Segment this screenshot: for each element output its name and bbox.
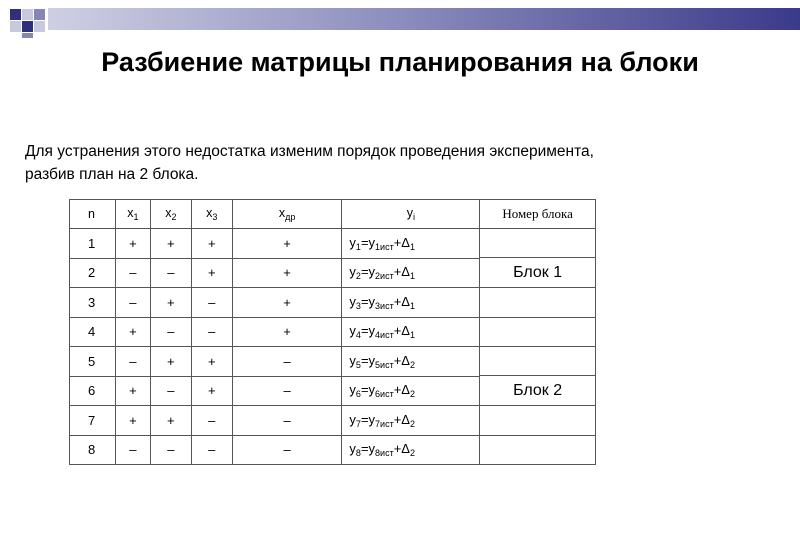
block-label: Блок 1 [480,258,595,288]
decor-square [10,9,21,20]
cell-x1: – [115,347,150,377]
cell-xdr: + [232,288,342,318]
cell-y: $y_5=y_{5ист}+\Delta_2$ [342,347,480,377]
decor-square [22,9,33,20]
cell-x1: + [115,317,150,347]
header-x2: $x_2$ [150,200,191,229]
cell-n: 3 [70,288,116,318]
header-xdr: $x_{др}$ [232,200,342,229]
cell-y: $y_3=y_{3ист}+\Delta_1$ [342,288,480,318]
cell-y: $y_6=y_{6ист}+\Delta_2$ [342,376,480,406]
cell-x2: – [150,376,191,406]
cell-y: $y_4=y_{4ист}+\Delta_1$ [342,317,480,347]
cell-n: 6 [70,376,116,406]
block-label: Блок 2 [480,376,595,406]
block-group [480,347,596,465]
header-x3: $x_3$ [191,200,232,229]
cell-x1: – [115,288,150,318]
cell-xdr: + [232,229,342,259]
cell-x1: – [115,258,150,288]
cell-x2: – [150,258,191,288]
cell-xdr: – [232,376,342,406]
cell-x3: – [191,317,232,347]
decor-square [34,21,45,32]
table-header-row [70,200,596,229]
cell-n: 1 [70,229,116,259]
slide-title: Разбиение матрицы планирования на блоки [101,47,699,77]
cell-x2: + [150,406,191,436]
table-row [70,229,596,259]
cell-x3: + [191,376,232,406]
cell-n: 5 [70,347,116,377]
top-decoration-bar [0,0,800,38]
cell-xdr: – [232,435,342,465]
cell-n: 7 [70,406,116,436]
table-row [70,347,596,377]
decor-square [34,9,45,20]
cell-y: $y_1=y_{1ист}+\Delta_1$ [342,229,480,259]
cell-x3: – [191,288,232,318]
cell-n: 2 [70,258,116,288]
header-n: n [70,200,116,229]
cell-xdr: – [232,406,342,436]
cell-y: $y_7=y_{7ист}+\Delta_2$ [342,406,480,436]
cell-x3: – [191,406,232,436]
cell-y: $y_2=y_{2ист}+\Delta_1$ [342,258,480,288]
decor-square [10,21,21,32]
intro-text: Для устранения этого недостатка изменим порядок проведения эксперимента, разбив план на 2 блока. [25,143,594,183]
decor-square [22,33,33,38]
cell-x2: – [150,317,191,347]
header-block-number: Номер блока [480,200,596,229]
plan-matrix-table [69,199,596,465]
header-x1: $x_1$ [115,200,150,229]
cell-xdr: + [232,258,342,288]
block-group [480,229,596,347]
cell-x3: + [191,258,232,288]
cell-x1: – [115,435,150,465]
cell-x2: + [150,229,191,259]
header-y: $y_i$ [342,200,480,229]
decor-square [22,21,33,32]
cell-x2: – [150,435,191,465]
cell-xdr: – [232,347,342,377]
gradient-bar [48,8,800,30]
cell-x3: + [191,229,232,259]
cell-y: $y_8=y_{8ист}+\Delta_2$ [342,435,480,465]
cell-xdr: + [232,317,342,347]
cell-x2: + [150,288,191,318]
cell-n: 8 [70,435,116,465]
cell-x1: + [115,406,150,436]
cell-x1: + [115,376,150,406]
cell-x3: + [191,347,232,377]
cell-n: 4 [70,317,116,347]
cell-x2: + [150,347,191,377]
cell-x1: + [115,229,150,259]
cell-x3: – [191,435,232,465]
